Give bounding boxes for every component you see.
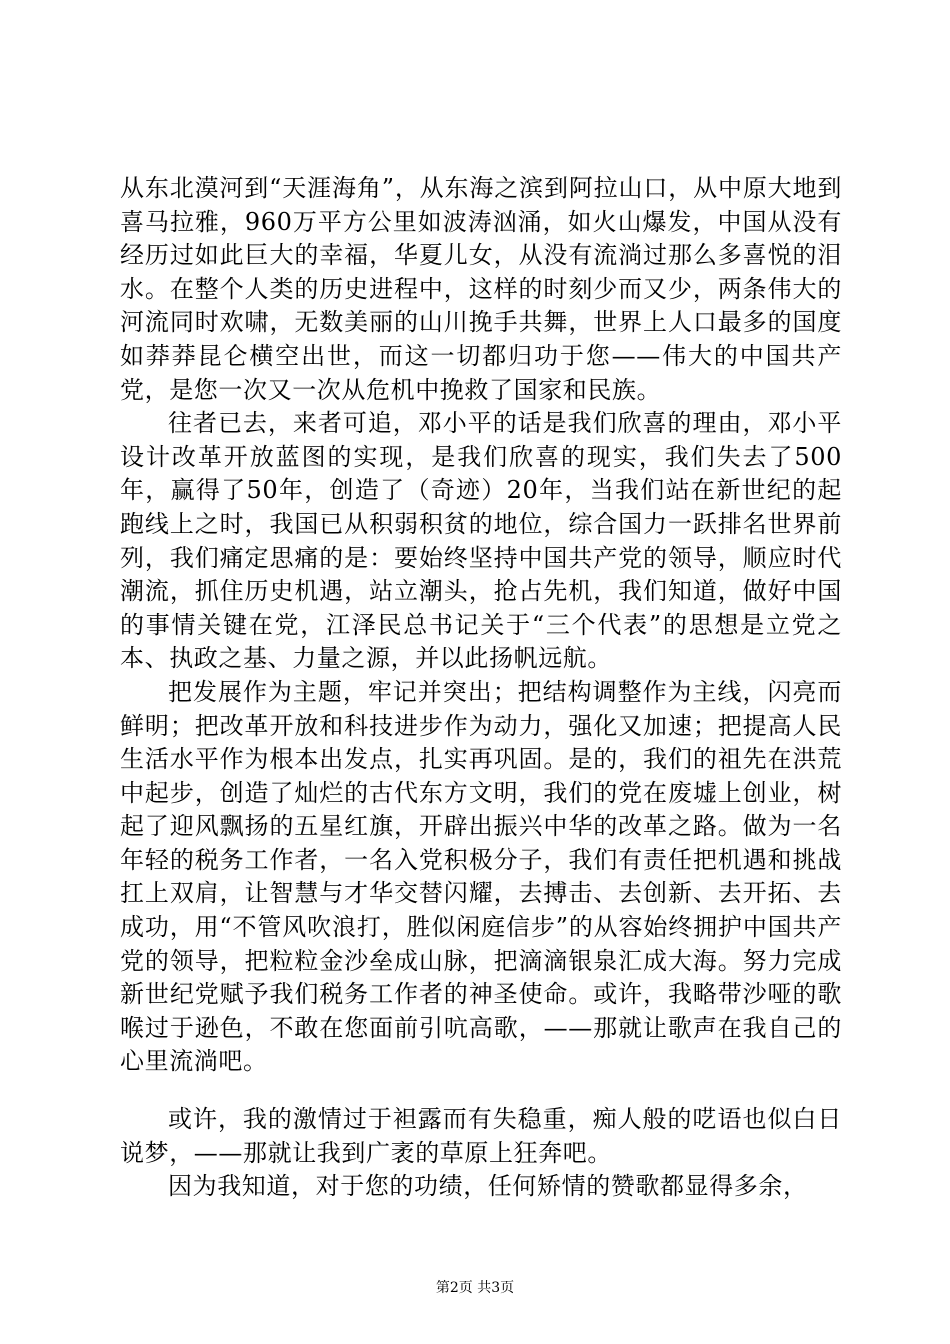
paragraph-gap: [120, 1079, 842, 1103]
paragraph-5: 因为我知道，对于您的功绩，任何矫情的赞歌都显得多余，: [168, 1172, 808, 1201]
paragraph-3: 把发展作为主题，牢记并突出；把结构调整作为主线，闪亮而鲜明；把改革开放和科技进步作为动力，强化又加速；把提高人民生活水平作为根本出发点，扎实再巩固。是的，我们的祖先在洪荒中起步，创造了灿烂的古代东方文明，我们的党在废墟上创业，树起了迎风飘扬的五星红旗，开辟出振兴中华的改革之路。做为一名年轻的税务工作者，一名入党积极分子，我们有责任把机遇和挑战扛上双肩，让智慧与才华交替闪耀，去搏击、去创新、去开拓、去成功，用“不管风吹浪打，胜似闲庭信步”的从容始终拥护中国共产党的领导，把粒粒金沙垒成山脉，把滴滴银泉汇成大海。努力完成新世纪党赋予我们税务工作者的神圣使命。或许，我略带沙哑的歌喉过于逊色，不敢在您面前引吭高歌，——那就让歌声在我自己的心里流淌吧。: [120, 677, 842, 1076]
paragraph-2: 往者已去，来者可追，邓小平的话是我们欣喜的理由，邓小平设计改革开放蓝图的实现，是我们欣喜的现实，我们失去了500年，赢得了50年，创造了（奇迹）20年，当我们站在新世纪的起跑线上之时，我国已从积弱积贫的地位，综合国力一跃排名世界前列，我们痛定思痛的是：要始终坚持中国共产党的领导，顺应时代潮流，抓住历史机遇，站立潮头，抢占先机，我们知道，做好中国的事情关键在党，江泽民总书记关于“三个代表”的思想是立党之本、执政之基、力量之源，并以此扬帆远航。: [120, 409, 842, 673]
paragraph-4: 或许，我的激情过于袒露而有失稳重，痴人般的呓语也似白日说梦，——那就让我到广袤的草原上狂奔吧。: [120, 1105, 842, 1167]
paragraph-1: 从东北漠河到“天涯海角”，从东海之滨到阿拉山口，从中原大地到喜马拉雅，960万平方公里如波涛汹涌，如火山爆发，中国从没有经历过如此巨大的幸福，华夏儿女，从没有流淌过那么多喜悦的泪水。在整个人类的历史进程中，这样的时刻少而又少，两条伟大的河流同时欢啸，无数美丽的山川挽手共舞，世界上人口最多的国度如莽莽昆仑横空出世，而这一切都归功于您——伟大的中国共产党，是您一次又一次从危机中挽救了国家和民族。: [120, 174, 842, 404]
document-body: [120, 172, 842, 1204]
page-number-footer: 第2页 共3页: [435, 1280, 515, 1296]
